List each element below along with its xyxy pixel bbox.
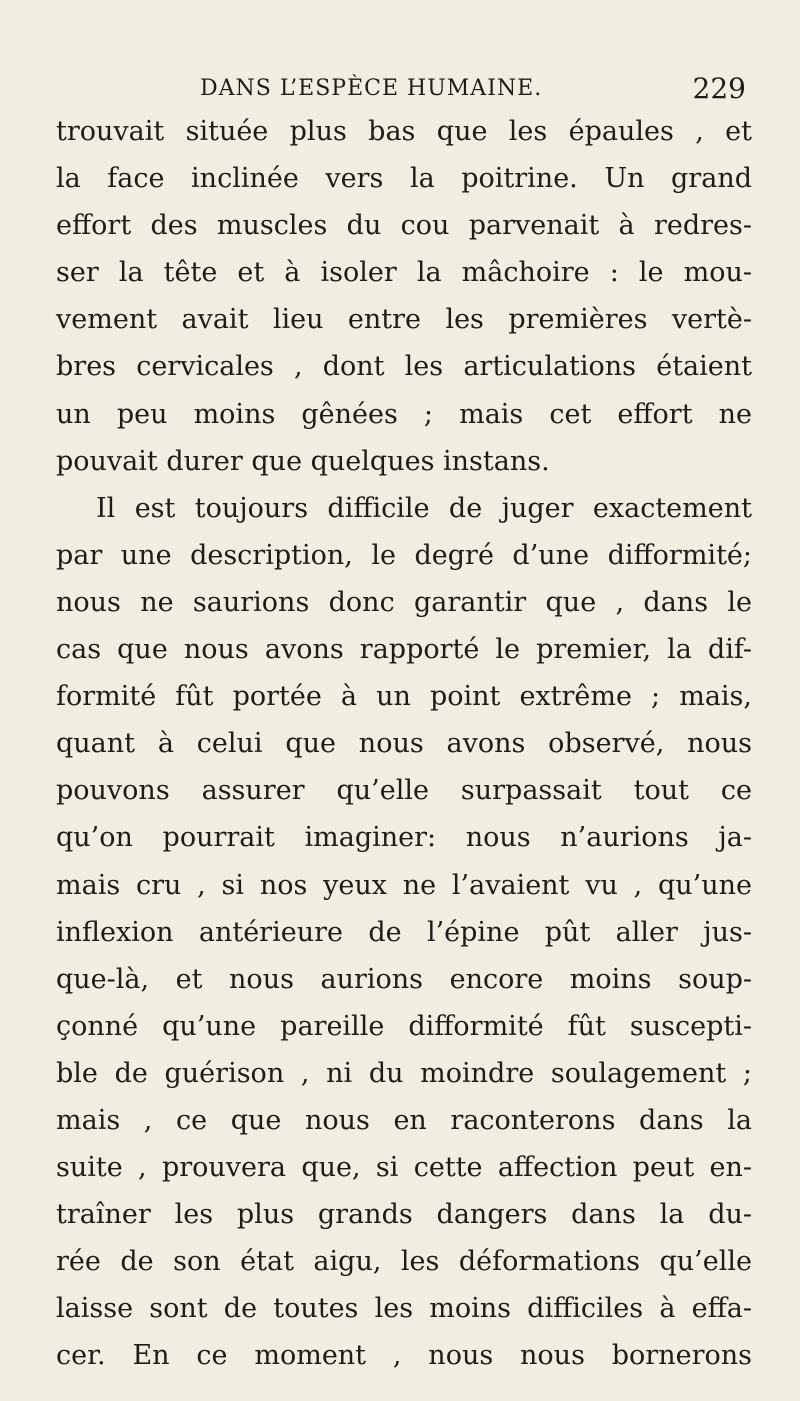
text-line: mais cru , si nos yeux ne l’avaient vu , qu’une <box>56 869 752 901</box>
text-line: ble de guérison , ni du moindre soulagement ; <box>56 1057 752 1089</box>
text-line: formité fût portée à un point extrême ; mais, <box>56 681 752 713</box>
text-line: inflexion antérieure de l’épine pût aller jus- <box>56 916 752 948</box>
text-line: vement avait lieu entre les premières vertè- <box>56 304 752 336</box>
text-line: la face inclinée vers la poitrine. Un grand <box>56 163 752 195</box>
text-line: cer. En ce moment , nous nous bornerons <box>56 1340 752 1372</box>
text-line: rée de son état aigu, les déformations qu’elle <box>56 1246 752 1278</box>
text-line: nous ne saurions donc garantir que , dans le <box>56 586 752 618</box>
running-title: DANS L’ESPÈCE HUMAINE. <box>200 76 543 101</box>
text-line: effort des muscles du cou parvenait à redres- <box>56 210 752 242</box>
text-line: mais , ce que nous en raconterons dans la <box>56 1104 752 1136</box>
text-line: pouvait durer que quelques instans. <box>56 445 550 477</box>
text-line: que-là, et nous aurions encore moins soup- <box>56 963 752 995</box>
running-head <box>60 66 746 110</box>
text-line: pouvons assurer qu’elle surpassait tout ce <box>56 775 752 807</box>
text-line: suite , prouvera que, si cette affection peut en- <box>56 1152 752 1184</box>
text-line: un peu moins gênées ; mais cet effort ne <box>56 398 752 430</box>
text-line: laisse sont de toutes les moins difficiles à effa- <box>56 1293 752 1325</box>
text-line: bres cervicales , dont les articulations étaient <box>56 351 752 383</box>
text-line: Il est toujours difficile de juger exactement <box>96 492 752 524</box>
text-line: traîner les plus grands dangers dans la du- <box>56 1199 752 1231</box>
text-line: par une description, le degré d’une difformité; <box>56 539 752 571</box>
text-line: cas que nous avons rapporté le premier, la dif- <box>56 634 752 666</box>
text-line: ser la tête et à isoler la mâchoire : le mou- <box>56 257 752 289</box>
text-line: quant à celui que nous avons observé, nous <box>56 728 752 760</box>
text-line: trouvait située plus bas que les épaules , et <box>56 116 752 147</box>
text-line: çonné qu’une pareille difformité fût suscepti- <box>56 1010 752 1042</box>
page-number: 229 <box>692 72 746 105</box>
text-line: qu’on pourrait imaginer: nous n’aurions ja- <box>56 822 752 854</box>
body-text <box>56 108 752 1380</box>
